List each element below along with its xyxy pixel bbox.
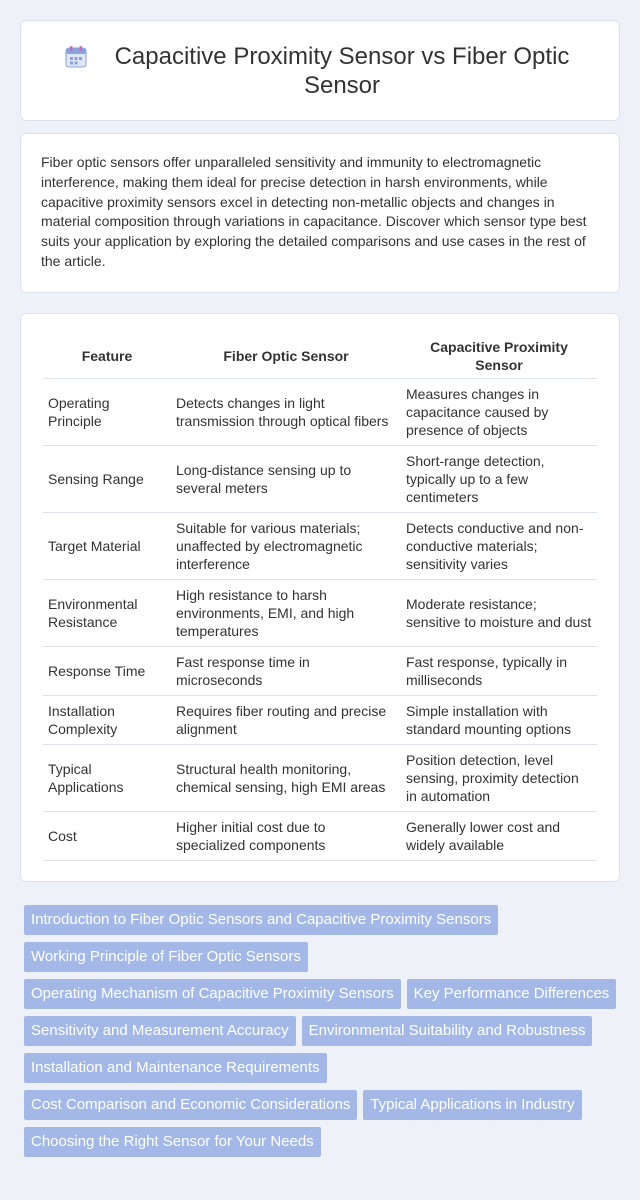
table-header-fiber: Fiber Optic Sensor xyxy=(171,334,401,379)
topic-link-performance[interactable]: Key Performance Differences xyxy=(407,979,617,1009)
calendar-icon xyxy=(63,44,89,70)
table-header-row xyxy=(43,334,597,379)
topic-link-cost[interactable]: Cost Comparison and Economic Considerations xyxy=(24,1090,357,1120)
table-row xyxy=(43,378,597,445)
table-cell: Cost xyxy=(43,811,171,860)
table-row xyxy=(43,811,597,860)
table-cell: Suitable for various materials; unaffected by electromagnetic interference xyxy=(171,512,401,579)
table-cell: Generally lower cost and widely available xyxy=(401,811,597,860)
table-cell: Typical Applications xyxy=(43,744,171,811)
table-row xyxy=(43,445,597,512)
header-card xyxy=(20,20,620,121)
table-cell: Long-distance sensing up to several meters xyxy=(171,445,401,512)
table-row xyxy=(43,579,597,646)
topic-links xyxy=(20,905,620,1157)
table-header-capacitive: Capacitive Proximity Sensor xyxy=(401,334,597,379)
table-cell: Position detection, level sensing, proximity detection in automation xyxy=(401,744,597,811)
topic-link-introduction[interactable]: Introduction to Fiber Optic Sensors and Capacitive Proximity Sensors xyxy=(24,905,498,935)
table-cell: Higher initial cost due to specialized components xyxy=(171,811,401,860)
table-row xyxy=(43,695,597,744)
table-cell: Measures changes in capacitance caused by presence of objects xyxy=(401,378,597,445)
table-cell: Structural health monitoring, chemical sensing, high EMI areas xyxy=(171,744,401,811)
table-cell: Simple installation with standard mounting options xyxy=(401,695,597,744)
table-row xyxy=(43,646,597,695)
table-header-feature: Feature xyxy=(43,334,171,379)
table-cell: High resistance to harsh environments, EMI, and high temperatures xyxy=(171,579,401,646)
topic-link-choosing[interactable]: Choosing the Right Sensor for Your Needs xyxy=(24,1127,321,1157)
table-cell: Environmental Resistance xyxy=(43,579,171,646)
topic-link-sensitivity[interactable]: Sensitivity and Measurement Accuracy xyxy=(24,1016,296,1046)
topic-link-fiber-principle[interactable]: Working Principle of Fiber Optic Sensors xyxy=(24,942,308,972)
table-cell: Fast response, typically in milliseconds xyxy=(401,646,597,695)
table-cell: Installation Complexity xyxy=(43,695,171,744)
page-title: Capacitive Proximity Sensor vs Fiber Optic Sensor xyxy=(114,42,570,99)
table-cell: Requires fiber routing and precise alignment xyxy=(171,695,401,744)
table-cell: Response Time xyxy=(43,646,171,695)
comparison-table xyxy=(43,334,597,861)
table-row xyxy=(43,744,597,811)
comparison-table-card xyxy=(20,313,620,882)
topic-link-installation[interactable]: Installation and Maintenance Requirements xyxy=(24,1053,327,1083)
topic-link-capacitive-mechanism[interactable]: Operating Mechanism of Capacitive Proximity Sensors xyxy=(24,979,401,1009)
topic-link-applications[interactable]: Typical Applications in Industry xyxy=(363,1090,581,1120)
header-inner xyxy=(63,42,577,100)
table-row xyxy=(43,512,597,579)
table-cell: Fast response time in microseconds xyxy=(171,646,401,695)
table-cell: Moderate resistance; sensitive to moisture and dust xyxy=(401,579,597,646)
table-cell: Short-range detection, typically up to a few centimeters xyxy=(401,445,597,512)
table-cell: Detects conductive and non-conductive materials; sensitivity varies xyxy=(401,512,597,579)
intro-paragraph: Fiber optic sensors offer unparalleled sensitivity and immunity to electromagnetic interference, making them ideal for precise detection in harsh environments, while capacitive proximity sensors excel in detecting non-metallic objects and changes in material composition through variations in capacitance. Discover which sensor type best suits your application by exploring the detailed comparisons and use cases in the rest of the article. xyxy=(20,133,620,293)
table-cell: Target Material xyxy=(43,512,171,579)
table-cell: Sensing Range xyxy=(43,445,171,512)
table-cell: Detects changes in light transmission through optical fibers xyxy=(171,378,401,445)
topic-link-environmental[interactable]: Environmental Suitability and Robustness xyxy=(302,1016,593,1046)
table-cell: Operating Principle xyxy=(43,378,171,445)
